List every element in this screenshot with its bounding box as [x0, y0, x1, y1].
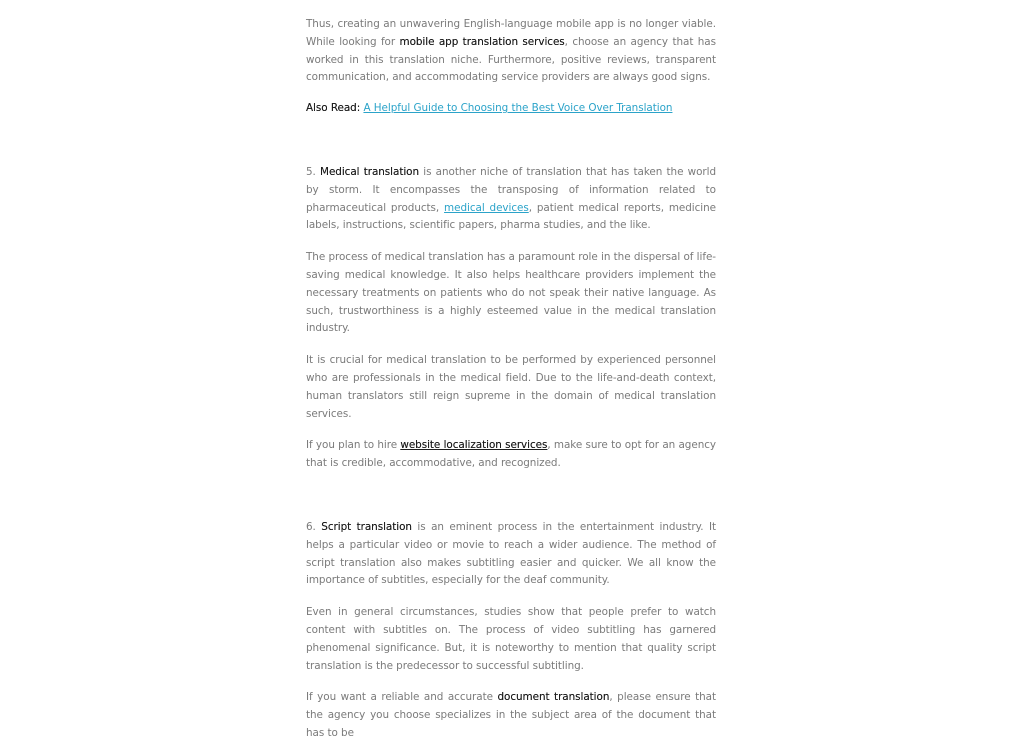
paragraph-medical-crucial: It is crucial for medical translation to be performed by experienced personnel who are professionals in the medical field. Due to the life-and-death context, human translators still reign supreme in the domain of medical translation services. — [306, 354, 716, 420]
text: , patient medical reports, medicine labels, instructions, scientific papers, pharma studies, and the like. — [306, 201, 716, 232]
text: , make sure to opt for an agency that is credible, accommodative, and recognized. — [306, 439, 716, 470]
list-number: 6. — [306, 520, 322, 533]
also-read-line — [306, 100, 716, 118]
paragraph-script-intro — [306, 519, 716, 590]
bold-medical-translation: Medical translation — [320, 165, 420, 178]
paragraph-document-translation — [306, 689, 716, 742]
text: If you want a reliable and accurate — [306, 691, 498, 704]
bold-mobile-app-translation-services: mobile app translation services — [399, 35, 565, 48]
medical-devices-link[interactable]: medical devices — [444, 201, 529, 214]
text: , choose an agency that has worked in this translation niche. Furthermore, positive reviews, transparent communication, and accommodating service providers are always good signs. — [306, 35, 716, 84]
website-localization-link[interactable]: website localization services — [400, 439, 548, 452]
also-read-label: Also Read: — [306, 102, 364, 115]
text: is another niche of translation that has taken the world by storm. It encompasses the transposing of information related to pharmaceutical products, — [306, 165, 716, 214]
bold-document-translation: document translation — [497, 691, 610, 704]
paragraph-medical-intro — [306, 164, 716, 235]
article-body — [306, 16, 716, 743]
text: If you plan to hire — [306, 439, 401, 452]
paragraph-website-localization — [306, 437, 716, 473]
bold-script-translation: Script translation — [321, 520, 412, 533]
paragraph-medical-process: The process of medical translation has a paramount role in the dispersal of life-saving medical knowledge. It also helps healthcare providers implement the necessary treatments on patients who do not speak their native language. As such, trustworthiness is a highly esteemed value in the medical translation industry. — [306, 251, 716, 335]
also-read-link[interactable]: A Helpful Guide to Choosing the Best Voice Over Translation — [363, 102, 673, 115]
list-number: 5. — [306, 165, 321, 178]
paragraph-script-subtitles: Even in general circumstances, studies show that people prefer to watch content with subtitles on. The process of video subtitling has garnered phenomenal significance. But, it is noteworthy to mention that quality script translation is the predecessor to successful subtitling. — [306, 606, 716, 672]
text: is an eminent process in the entertainment industry. It helps a particular video or movie to reach a wider audience. The method of script translation also makes subtitling easier and quicker. We all know the importance of subtitles, especially for the deaf community. — [306, 520, 716, 587]
paragraph-mobile-app — [306, 16, 716, 87]
text: Thus, creating an unwavering English-language mobile app is no longer viable. While looking for — [306, 18, 716, 48]
text: , please ensure that the agency you choose specializes in the subject area of the document that has to be — [306, 691, 716, 739]
